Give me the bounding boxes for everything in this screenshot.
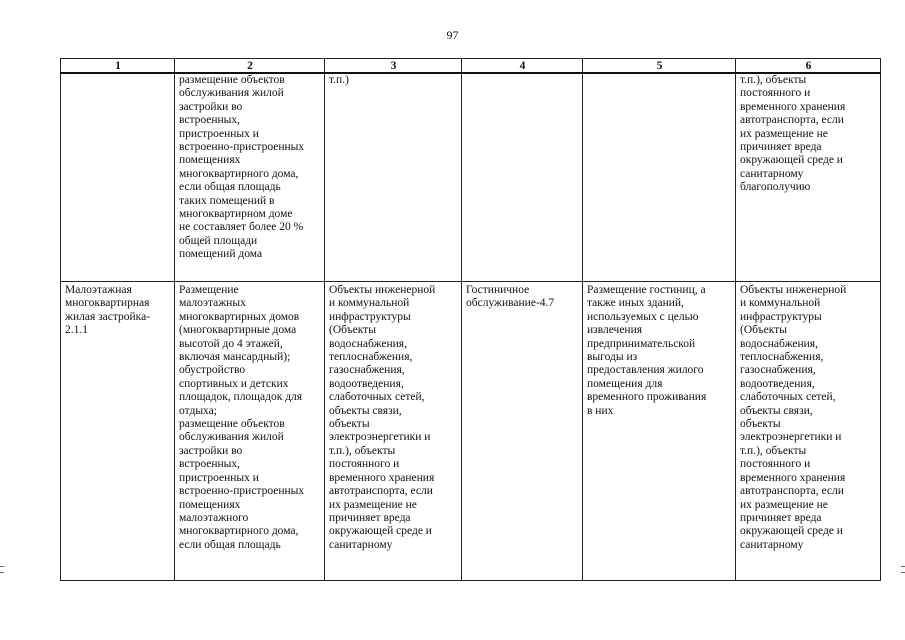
column-number-header: 4 — [462, 59, 583, 74]
table-cell: Гостиничное обслуживание-4.7 — [462, 282, 583, 581]
column-number-header: 6 — [736, 59, 881, 74]
scan-edge-mark — [901, 572, 905, 573]
table-header-row — [61, 59, 881, 74]
table-cell: Объекты инженерной и коммунальной инфраструктуры (Объекты водоснабжения, теплоснабжения, газоснабжения, водоотведения, слаботочных сетей, объекты связи, объекты электроэнергетики и т.п.), объекты постоянного и временного хранения автотранспорта, если их размещение не причиняет вреда окружающей среде и санитарному — [736, 282, 881, 581]
table-cell — [462, 73, 583, 282]
column-number-header: 5 — [583, 59, 736, 74]
table-cell: Малоэтажная многоквартирная жилая застройка- 2.1.1 — [61, 282, 175, 581]
table-cell — [583, 73, 736, 282]
table-cell: т.п.), объекты постоянного и временного хранения автотранспорта, если их размещение не причиняет вреда окружающей среде и санитарному благополучию — [736, 73, 881, 282]
table-cell: размещение объектов обслуживания жилой застройки во встроенных, пристроенных и встроенно-пристроенных помещениях многоквартирного дома, если общая площадь таких помещений в многоквартирном доме не составляет более 20 % общей площади помещений дома — [175, 73, 325, 282]
land-use-table — [60, 58, 881, 581]
page-number: 97 — [446, 28, 459, 42]
table-cell: т.п.) — [325, 73, 462, 282]
table-cell: Объекты инженерной и коммунальной инфраструктуры (Объекты водоснабжения, теплоснабжения, газоснабжения, водоотведения, слаботочных сетей, объекты связи, объекты электроэнергетики и т.п.), объекты постоянного и временного хранения автотранспорта, если их размещение не причиняет вреда окружающей среде и санитарному — [325, 282, 462, 581]
column-number-header: 2 — [175, 59, 325, 74]
table-cell: Размещение гостиниц, а также иных зданий, используемых с целью извлечения предпринимательской выгоды из предоставления жилого помещения для временного проживания в них — [583, 282, 736, 581]
table-cell — [61, 73, 175, 282]
table-row — [61, 282, 881, 581]
table-cell: Размещение малоэтажных многоквартирных домов (многоквартирные дома высотой до 4 этажей, включая мансардный); обустройство спортивных и детских площадок, площадок для отдыха; размещение объектов обслуживания жилой застройки во встроенных, пристроенных и встроенно-пристроенных помещениях малоэтажного многоквартирного дома, если общая площадь — [175, 282, 325, 581]
table-row — [61, 73, 881, 282]
scan-edge-mark — [901, 566, 905, 567]
column-number-header: 1 — [61, 59, 175, 74]
scan-edge-mark — [0, 566, 4, 567]
column-number-header: 3 — [325, 59, 462, 74]
scan-edge-mark — [0, 572, 4, 573]
